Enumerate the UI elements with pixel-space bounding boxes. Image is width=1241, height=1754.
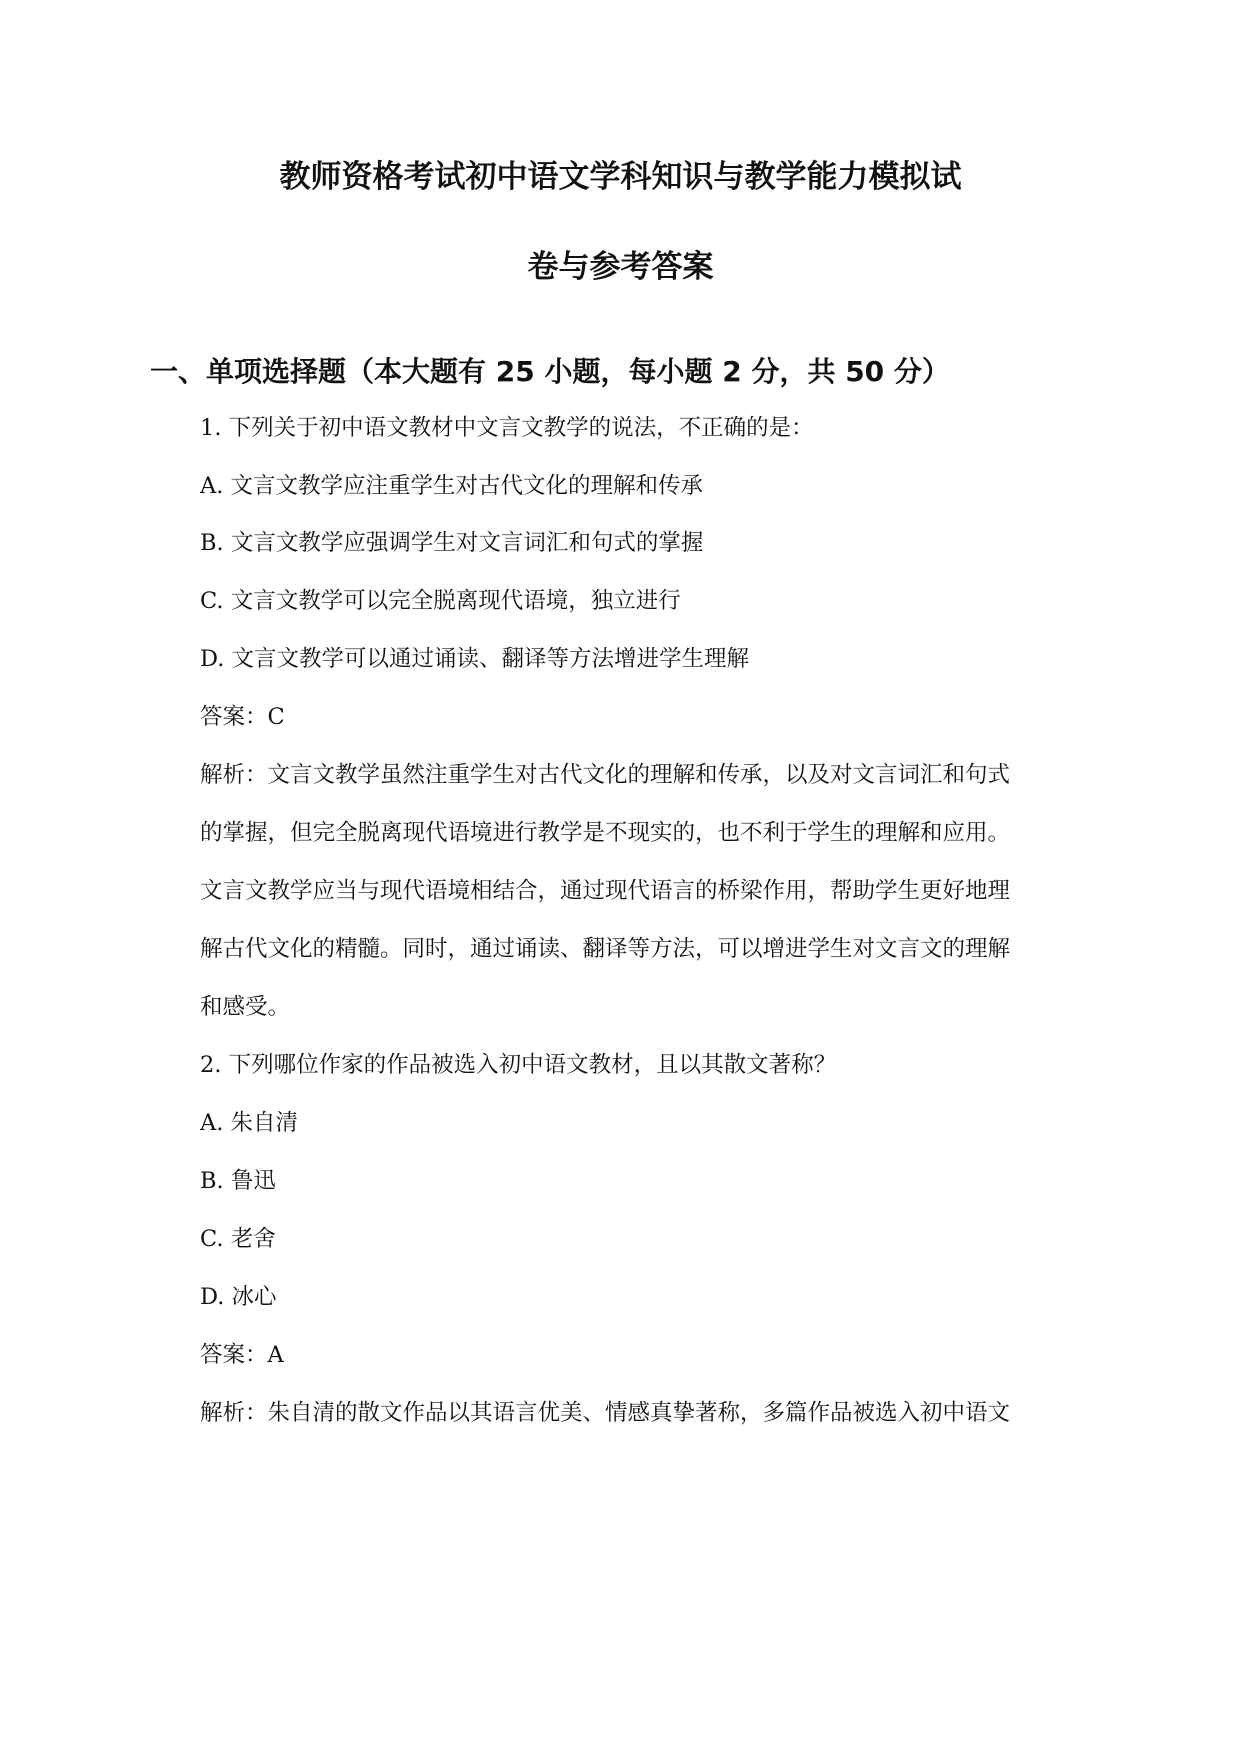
question-1-stem: 1. 下列关于初中语文教材中文言文教学的说法，不正确的是： [200,415,814,441]
question-2-stem: 2. 下列哪位作家的作品被选入初中语文教材，且以其散文著称？ [200,1052,837,1078]
question-2-option-a: A. 朱自清 [200,1110,299,1136]
question-2-option-c: C. 老舍 [200,1226,276,1252]
question-1-option-c: C. 文言文教学可以完全脱离现代语境，独立进行 [200,588,681,614]
question-1-explanation-line: 和感受。 [200,994,291,1020]
question-1-explanation-line: 解析：文言文教学虽然注重学生对古代文化的理解和传承，以及对文言词汇和句式 [200,762,1011,788]
question-1-option-d: D. 文言文教学可以通过诵读、翻译等方法增进学生理解 [200,646,750,672]
question-1-explanation-line: 的掌握，但完全脱离现代语境进行教学是不现实的，也不利于学生的理解和应用。 [200,820,1011,846]
question-2-explanation-line: 解析：朱自清的散文作品以其语言优美、情感真挚著称，多篇作品被选入初中语文 [200,1400,1011,1426]
question-1-option-b: B. 文言文教学应强调学生对文言词汇和句式的掌握 [200,530,704,556]
question-1-explanation-line: 文言文教学应当与现代语境相结合，通过现代语言的桥梁作用，帮助学生更好地理 [200,878,1011,904]
question-1-answer: 答案：C [200,704,285,730]
document-title-line-1: 教师资格考试初中语文学科知识与教学能力模拟试 [279,159,962,195]
question-1-explanation-line: 解古代文化的精髓。同时，通过诵读、翻译等方法，可以增进学生对文言文的理解 [200,936,1011,962]
question-2-answer: 答案：A [200,1342,284,1368]
question-2-option-b: B. 鲁迅 [200,1168,276,1194]
question-1-option-a: A. 文言文教学应注重学生对古代文化的理解和传承 [200,473,704,499]
question-2-option-d: D. 冰心 [200,1284,277,1310]
section-heading: 一、单项选择题（本大题有 25 小题，每小题 2 分，共 50 分） [150,355,950,388]
document-title-line-2: 卷与参考答案 [527,249,714,285]
